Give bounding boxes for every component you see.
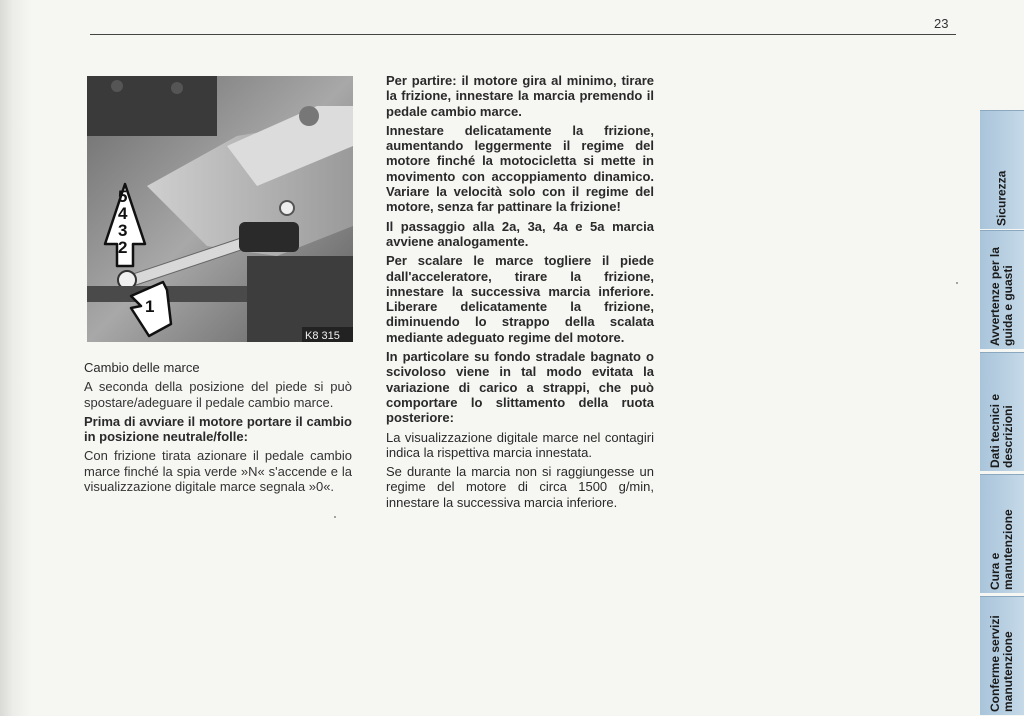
tab-label: Cura e manutenzione <box>988 509 1015 590</box>
right-column <box>386 73 654 514</box>
gear-label-4: 4 <box>118 204 128 223</box>
gear-pedal-illustration <box>87 76 353 342</box>
tab-cura-manutenzione[interactable] <box>980 474 1024 593</box>
tab-label: Sicurezza <box>994 170 1009 226</box>
gear-label-5: 5 <box>118 187 128 206</box>
thumb-index-tabs <box>980 110 1024 716</box>
stray-dot <box>334 516 336 518</box>
right-paragraph-6: La visualizzazione digitale marce nel contagiri indica la rispettiva marcia innestata. <box>386 429 654 460</box>
tab-dati-tecnici[interactable] <box>980 352 1024 471</box>
left-paragraph-3: Con frizione tirata azionare il pedale cambio marce finché la spia verde »N« s'accende e la visualizzazione digitale marce segnala »0«. <box>84 448 352 495</box>
right-paragraph-5: In particolare su fondo stradale bagnato o scivoloso viene in tal modo evitata la variazione di carico a strappi, che può comportare lo slittamento della ruota posteriore: <box>386 349 654 426</box>
tab-label: Dati tecnici e descrizioni <box>988 393 1015 468</box>
right-paragraph-4: Per scalare le marce togliere il piede dall'acceleratore, tirare la frizione, innestare la successiva marcia inferiore. Liberare delicatamente la frizione, diminuendo lo strappo della scalata mediante adeguato regime del motore. <box>386 253 654 345</box>
gear-pedal-photo <box>87 76 353 342</box>
tab-avvertenze[interactable] <box>980 230 1024 349</box>
tab-label: Avvertenze per la guida e guasti <box>988 247 1015 346</box>
stray-dot <box>956 282 958 284</box>
section-heading: Cambio delle marce <box>84 360 200 375</box>
left-column <box>84 360 352 498</box>
gear-label-3: 3 <box>118 221 128 240</box>
tab-sicurezza[interactable] <box>980 110 1024 229</box>
left-paragraph-2: Prima di avviare il motore portare il cambio in posizione neutrale/folle: <box>84 413 352 445</box>
header-rule <box>90 34 956 35</box>
tab-conferme-servizi[interactable] <box>980 596 1024 715</box>
right-paragraph-1: Per partire: il motore gira al minimo, tirare la frizione, innestare la marcia premendo il pedale cambio marce. <box>386 73 654 119</box>
left-paragraph-1: A seconda della posizione del piede si può spostare/adeguare il pedale cambio marce. <box>84 379 352 410</box>
tab-label: Conferme servizi manutenzione <box>988 615 1015 712</box>
page-gutter-shadow <box>0 0 32 716</box>
gear-label-1: 1 <box>145 297 155 316</box>
right-paragraph-7: Se durante la marcia non si raggiungesse un regime del motore di circa 1500 g/min, innestare la successiva marcia inferiore. <box>386 464 654 510</box>
page-number: 23 <box>934 16 949 31</box>
right-paragraph-2: Innestare delicatamente la frizione, aumentando leggermente il regime del motore finché la motocicletta si mette in movimento con accoppiamento dinamico. Variare la velocità solo con il regime del motore, senza far pattinare la frizione! <box>386 122 654 215</box>
right-paragraph-3: Il passaggio alla 2a, 3a, 4a e 5a marcia avviene analogamente. <box>386 218 654 249</box>
figure-caption: K8 315 <box>305 330 340 342</box>
gear-label-2: 2 <box>118 238 128 257</box>
